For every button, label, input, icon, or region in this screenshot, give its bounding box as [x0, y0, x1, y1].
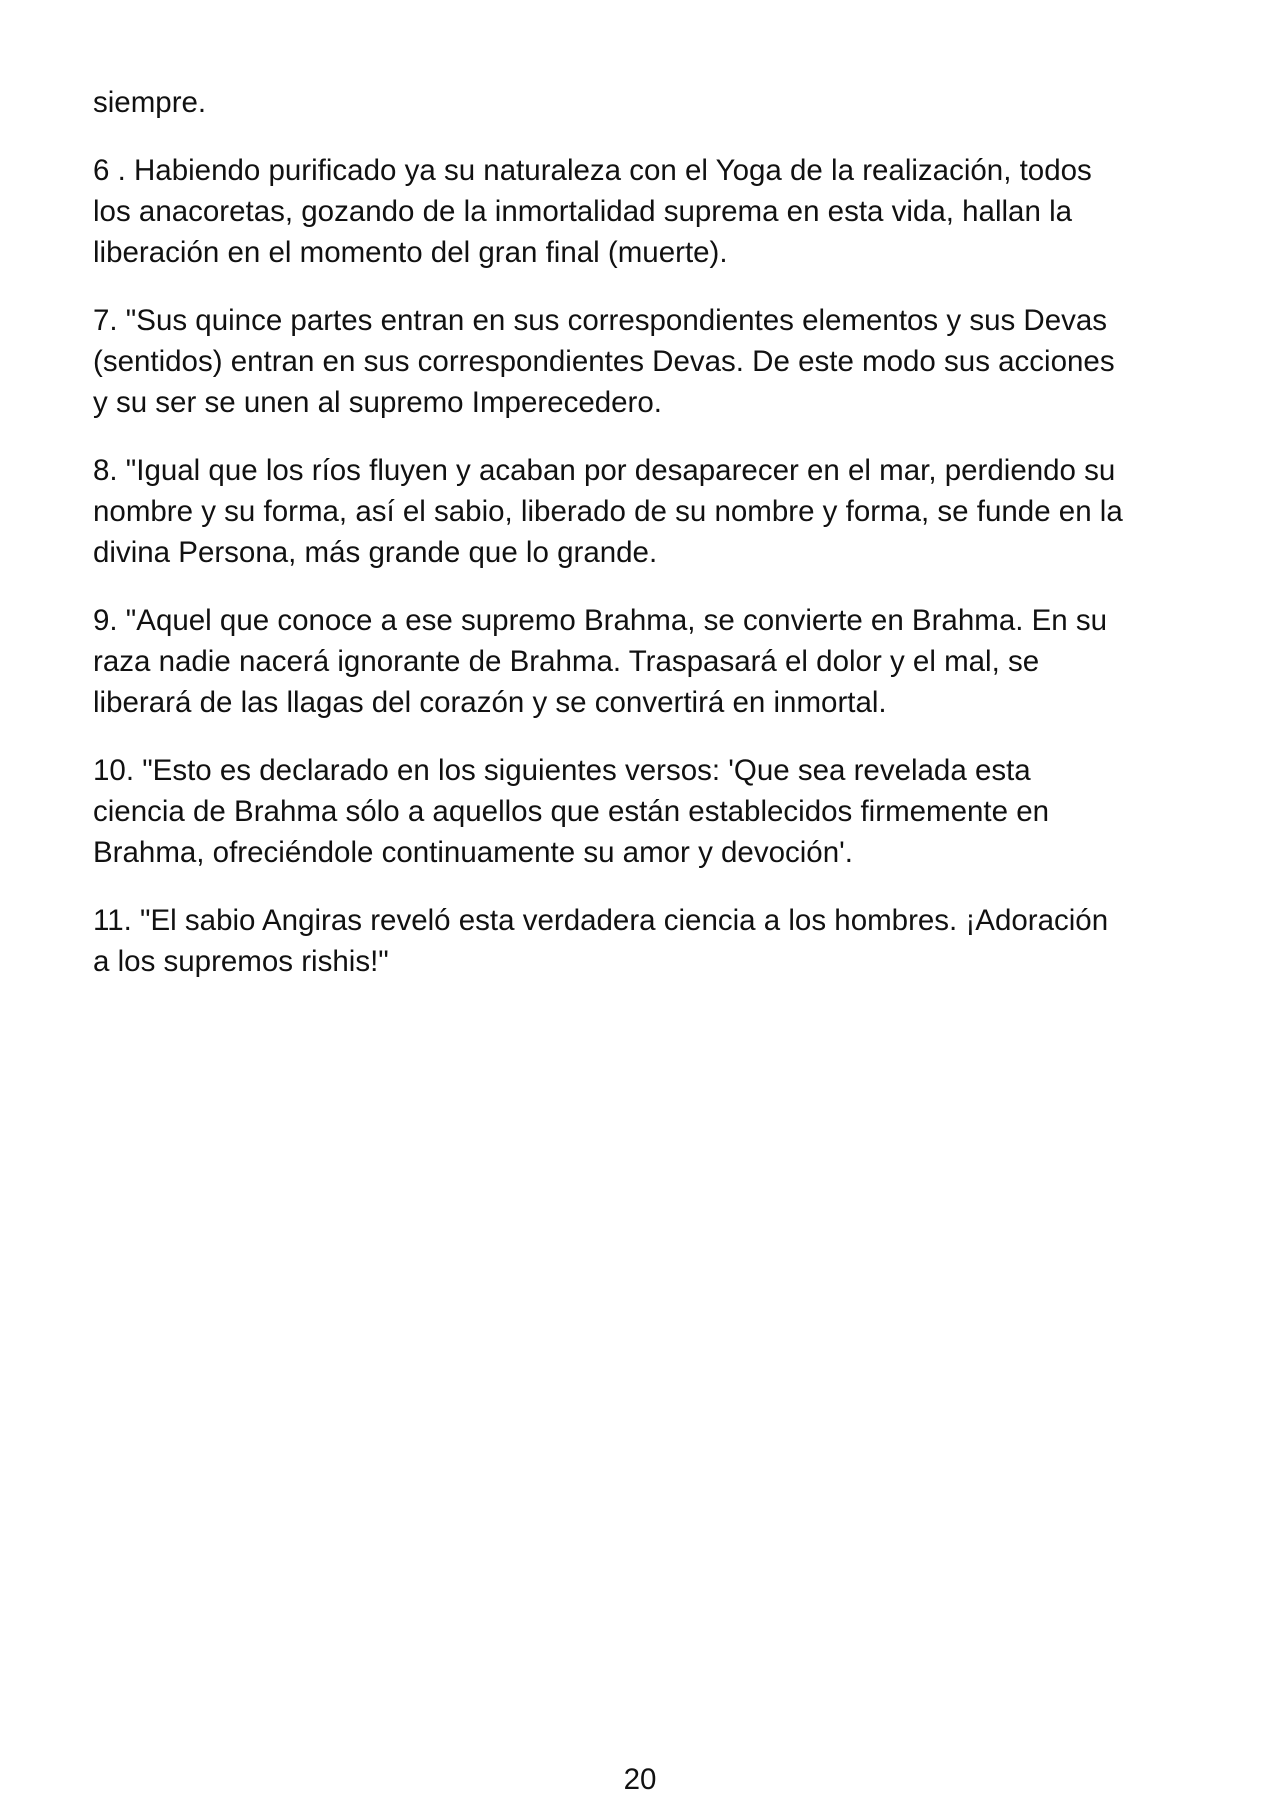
paragraph-6: 6 . Habiendo purificado ya su naturaleza con el Yoga de la realización, todos los anacoretas, gozando de la inmortalidad suprema en esta vida, hallan la liberación en el momento del gran final (muerte).	[93, 154, 1092, 269]
paragraph-10: 10. "Esto es declarado en los siguientes versos: 'Que sea revelada esta ciencia de Brahma sólo a aquellos que están establecidos firmemente en Brahma, ofreciéndole continuamente su amor y devoción'.	[93, 754, 1050, 869]
paragraph-siempre: siempre.	[93, 86, 207, 119]
paragraph-8: 8. "Igual que los ríos fluyen y acaban por desaparecer en el mar, perdiendo su nombre y su forma, así el sabio, liberado de su nombre y forma, se funde en la divina Persona, más grande que lo grande.	[93, 454, 1123, 569]
paragraph-9: 9. "Aquel que conoce a ese supremo Brahma, se convierte en Brahma. En su raza nadie nacerá ignorante de Brahma. Traspasará el dolor y el mal, se liberará de las llagas del corazón y se convertirá en inmortal.	[93, 604, 1108, 719]
paragraph-7: 7. "Sus quince partes entran en sus correspondientes elementos y sus Devas (sentidos) entran en sus correspondientes Devas. De este modo sus acciones y su ser se unen al supremo Imperecedero.	[93, 304, 1115, 419]
page-body	[93, 82, 1193, 1009]
page-number: 20	[623, 1763, 657, 1796]
paragraph-11: 11. "El sabio Angiras reveló esta verdadera ciencia a los hombres. ¡Adoración a los supremos rishis!"	[93, 904, 1109, 978]
